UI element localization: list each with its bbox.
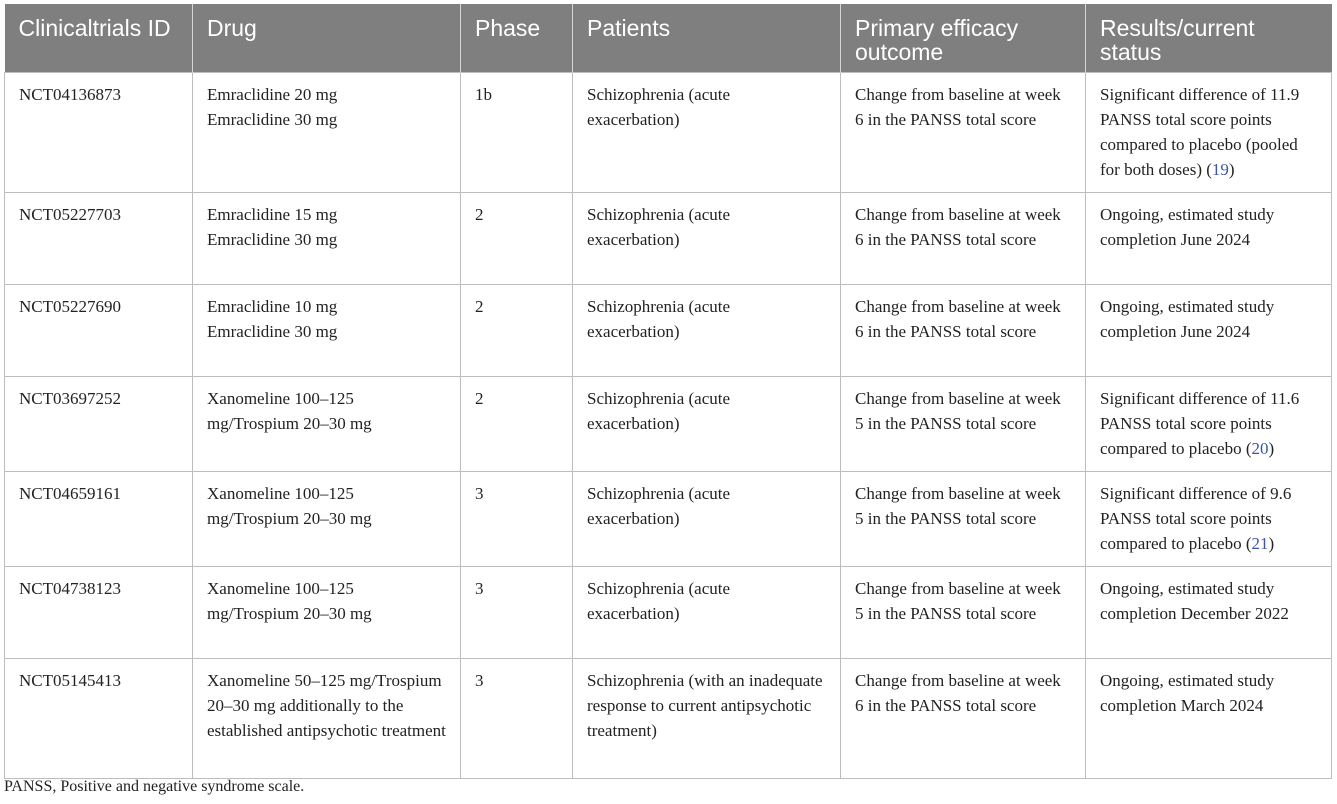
trials-table-container	[4, 4, 1331, 779]
cell-drug	[193, 285, 461, 377]
status-text: Significant difference of 9.6 PANSS total score points compared to placebo (	[1100, 484, 1292, 553]
cell-patients: Schizophrenia (acute exacerbation)	[573, 73, 841, 193]
header-outcome: Primary efficacy outcome	[841, 4, 1086, 73]
drug-line: Xanomeline 100–125 mg/Trospium 20–30 mg	[207, 389, 372, 433]
cell-status	[1086, 567, 1332, 659]
cell-patients: Schizophrenia (acute exacerbation)	[573, 567, 841, 659]
cell-phase: 2	[461, 193, 573, 285]
cell-drug	[193, 567, 461, 659]
status-text: Significant difference of 11.6 PANSS total score points compared to placebo (	[1100, 389, 1300, 458]
status-text: Ongoing, estimated study completion June 2024	[1100, 297, 1275, 341]
drug-line: Emraclidine 30 mg	[207, 110, 338, 129]
cell-phase: 2	[461, 285, 573, 377]
status-text: Ongoing, estimated study completion March 2024	[1100, 671, 1275, 715]
table-row	[5, 73, 1332, 193]
cell-phase: 1b	[461, 73, 573, 193]
drug-line: Emraclidine 30 mg	[207, 230, 338, 249]
cell-trial-id: NCT04136873	[5, 73, 193, 193]
cell-phase: 3	[461, 567, 573, 659]
cell-phase: 3	[461, 659, 573, 779]
cell-status	[1086, 193, 1332, 285]
cell-patients: Schizophrenia (with an inadequate response to current antipsychotic treatment)	[573, 659, 841, 779]
trials-table	[4, 4, 1332, 779]
cell-trial-id: NCT04659161	[5, 472, 193, 567]
cell-outcome: Change from baseline at week 6 in the PANSS total score	[841, 193, 1086, 285]
cell-outcome: Change from baseline at week 6 in the PANSS total score	[841, 285, 1086, 377]
header-status: Results/current status	[1086, 4, 1332, 73]
cell-patients: Schizophrenia (acute exacerbation)	[573, 377, 841, 472]
cell-drug	[193, 472, 461, 567]
table-body	[5, 73, 1332, 779]
reference-link[interactable]: 21	[1251, 534, 1269, 553]
status-text: Ongoing, estimated study completion June 2024	[1100, 205, 1275, 249]
header-patients: Patients	[573, 4, 841, 73]
cell-outcome: Change from baseline at week 5 in the PANSS total score	[841, 567, 1086, 659]
cell-outcome: Change from baseline at week 6 in the PANSS total score	[841, 73, 1086, 193]
cell-trial-id: NCT03697252	[5, 377, 193, 472]
drug-line: Xanomeline 50–125 mg/Trospium 20–30 mg additionally to the established antipsychotic treatment	[207, 671, 446, 740]
cell-outcome: Change from baseline at week 5 in the PANSS total score	[841, 377, 1086, 472]
cell-outcome: Change from baseline at week 6 in the PANSS total score	[841, 659, 1086, 779]
drug-line: Xanomeline 100–125 mg/Trospium 20–30 mg	[207, 579, 372, 623]
table-row	[5, 567, 1332, 659]
drug-line: Emraclidine 20 mg	[207, 85, 338, 104]
cell-status	[1086, 659, 1332, 779]
cell-drug	[193, 73, 461, 193]
drug-line: Emraclidine 10 mg	[207, 297, 338, 316]
cell-patients: Schizophrenia (acute exacerbation)	[573, 472, 841, 567]
cell-drug	[193, 377, 461, 472]
reference-link[interactable]: 19	[1211, 160, 1229, 179]
drug-line: Xanomeline 100–125 mg/Trospium 20–30 mg	[207, 484, 372, 528]
status-text-close: )	[1268, 534, 1275, 553]
cell-trial-id: NCT05227703	[5, 193, 193, 285]
cell-trial-id: NCT05227690	[5, 285, 193, 377]
table-row	[5, 377, 1332, 472]
drug-line: Emraclidine 30 mg	[207, 322, 338, 341]
status-text: Significant difference of 11.9 PANSS total score points compared to placebo (pooled for both doses) (	[1100, 85, 1300, 179]
table-row	[5, 659, 1332, 779]
cell-patients: Schizophrenia (acute exacerbation)	[573, 285, 841, 377]
header-id: Clinicaltrials ID	[5, 4, 193, 73]
cell-phase: 2	[461, 377, 573, 472]
cell-outcome: Change from baseline at week 5 in the PANSS total score	[841, 472, 1086, 567]
header-drug: Drug	[193, 4, 461, 73]
cell-status	[1086, 377, 1332, 472]
table-footnote: PANSS, Positive and negative syndrome scale.	[4, 778, 305, 795]
cell-trial-id: NCT04738123	[5, 567, 193, 659]
cell-patients: Schizophrenia (acute exacerbation)	[573, 193, 841, 285]
header-phase: Phase	[461, 4, 573, 73]
reference-link[interactable]: 20	[1251, 439, 1269, 458]
status-text: Ongoing, estimated study completion December 2022	[1100, 579, 1289, 623]
cell-drug	[193, 659, 461, 779]
table-row	[5, 285, 1332, 377]
cell-drug	[193, 193, 461, 285]
table-header	[5, 4, 1332, 73]
cell-status	[1086, 285, 1332, 377]
cell-status	[1086, 73, 1332, 193]
table-row	[5, 472, 1332, 567]
cell-status	[1086, 472, 1332, 567]
status-text-close: )	[1228, 160, 1235, 179]
cell-phase: 3	[461, 472, 573, 567]
cell-trial-id: NCT05145413	[5, 659, 193, 779]
table-row	[5, 193, 1332, 285]
status-text-close: )	[1268, 439, 1275, 458]
drug-line: Emraclidine 15 mg	[207, 205, 338, 224]
